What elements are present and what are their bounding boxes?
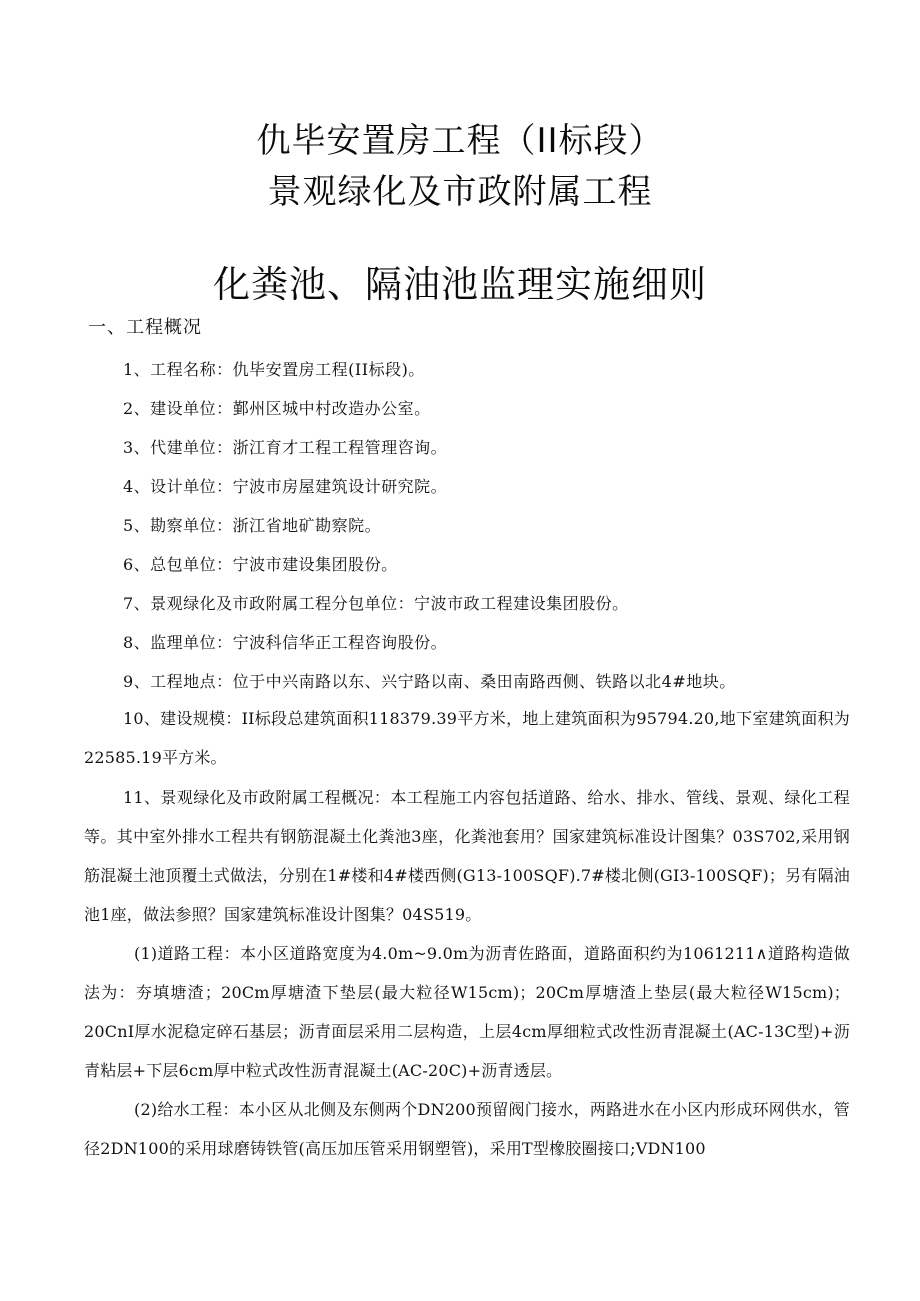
paragraph-scale: 10、建设规模：II标段总建筑面积118379.39平方米，地上建筑面积为95794.20,地下室建筑面积为22585.19平方米。 [84, 709, 850, 767]
list-item: 9、工程地点：位于中兴南路以东、兴宁路以南、桑田南路西侧、铁路以北4#地块。 [123, 672, 736, 691]
list-item: 6、总包单位：宁波市建设集团股份。 [123, 555, 398, 574]
section-heading: 一、工程概况 [88, 317, 202, 338]
list-item: 1、工程名称：仇毕安置房工程(II标段)。 [123, 360, 425, 379]
paragraph-road-works: (1)道路工程：本小区道路宽度为4.0m~9.0m为沥青佐路面，道路面积约为1061211∧道路构造做法为：夯填塘渣；20Cm厚塘渣下垫层(最大粒径W15cm)；20Cm厚塘渣上垫层(最大粒径W15cm)；20CnI厚水泥稳定碎石基层；沥青面层采用二层构造，上层4cm厚细粒式改性沥青混凝土(AC-13C型)+沥青粘层+下层6cm厚中粒式改性沥青混凝土(AC-20C)+沥青透层。 [84, 944, 850, 1080]
paragraph-overview: 11、景观绿化及市政附属工程概况：本工程施工内容包括道路、给水、排水、管线、景观、绿化工程等。其中室外排水工程共有钢筋混凝土化粪池3座，化粪池套用？国家建筑标准设计图集？03S702,采用钢筋混凝土池顶覆土式做法，分别在1#楼和4#楼西侧(G13-100SQF).7#楼北侧(GI3-100SQF)；另有隔油池1座，做法参照？国家建筑标准设计图集？04S519。 [84, 788, 850, 924]
title-line-2: 景观绿化及市政附属工程 [267, 172, 653, 212]
list-item: 3、代建单位：浙江育才工程工程管理咨询。 [123, 438, 448, 457]
document-title: 化粪池、隔油池监理实施细则 [213, 263, 707, 306]
list-item: 5、勘察单位：浙江省地矿勘察院。 [123, 516, 382, 535]
list-item: 7、景观绿化及市政附属工程分包单位：宁波市政工程建设集团股份。 [123, 594, 629, 613]
list-item: 2、建设单位：鄞州区城中村改造办公室。 [123, 399, 431, 418]
list-item: 4、设计单位：宁波市房屋建筑设计研究院。 [123, 477, 448, 496]
title-line-1: 仇毕安置房工程（II标段） [256, 121, 664, 161]
paragraph-water-supply: (2)给水工程：本小区从北侧及东侧两个DN200预留阀门接水，两路进水在小区内形成环网供水，管径2DN100的采用球磨铸铁管(高压加压管采用钢塑管)，采用T型橡胶圈接口;VDN100 [84, 1100, 850, 1158]
list-item: 8、监理单位：宁波科信华正工程咨询股份。 [123, 633, 448, 652]
